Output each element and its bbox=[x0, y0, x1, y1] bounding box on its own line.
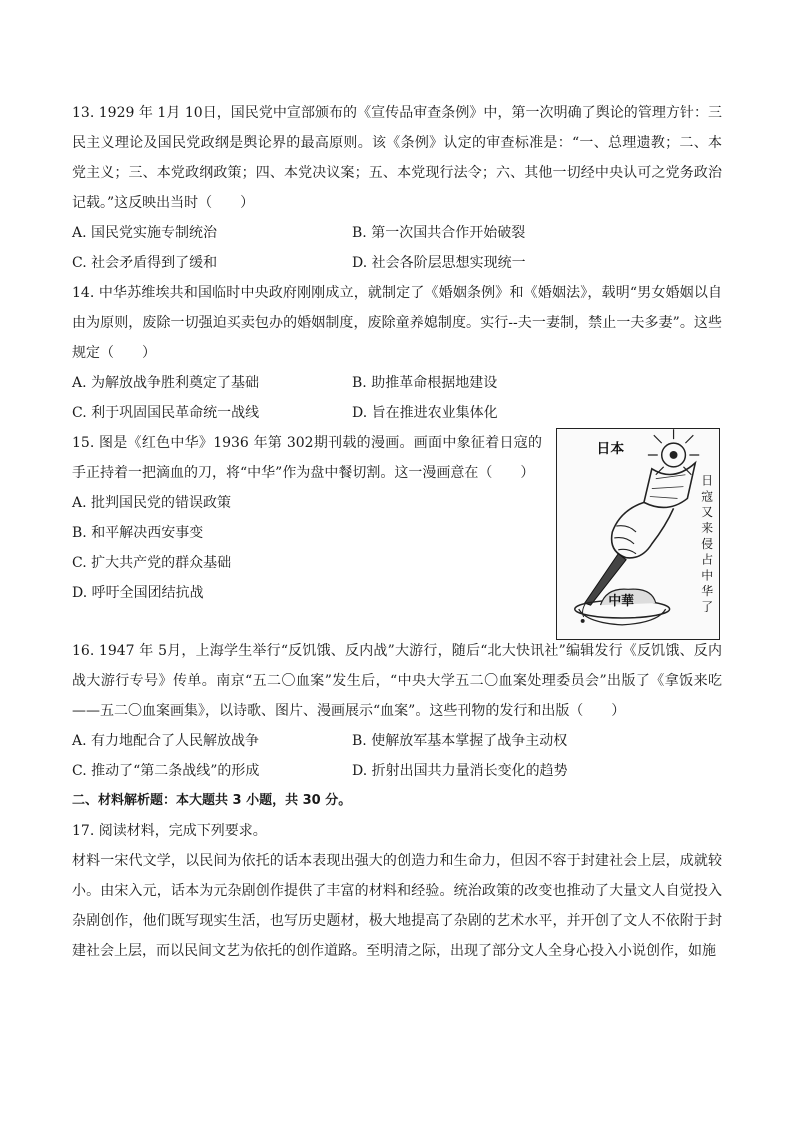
question-16 bbox=[72, 636, 722, 786]
option-d[interactable]: D. 折射出国共力量消长变化的趋势 bbox=[352, 763, 568, 779]
question-stem: 13. 1929 年 1月 10日，国民党中宣部颁布的《宣传品审查条例》中，第一次明确了舆论的管理方针：三民主义理论及国民党政纲是舆论界的最高原则。该《条例》认定的审查标准是：“一、总理遗教；二、本党主义；三、本党政纲政策；四、本党决议案；五、本党现行法令；六、其他一切经中央认可之党务政治记载。”这反映出当时（ ） bbox=[72, 105, 722, 211]
option-b[interactable]: B. 和平解决西安事变 bbox=[72, 525, 204, 541]
option-a[interactable]: A. 有力地配合了人民解放战争 bbox=[72, 733, 260, 749]
question-15 bbox=[72, 428, 722, 615]
option-c[interactable]: C. 社会矛盾得到了缓和 bbox=[72, 255, 218, 271]
option-b[interactable]: B. 助推革命根据地建设 bbox=[352, 375, 498, 391]
side-char: 占 bbox=[701, 552, 714, 567]
section-heading: 二、材料解析题：本大题共 3 小题，共 30 分。 bbox=[72, 793, 352, 808]
options bbox=[72, 218, 722, 278]
option-a[interactable]: A. 批判国民党的错误政策 bbox=[72, 495, 232, 511]
question-14 bbox=[72, 278, 722, 428]
option-c[interactable]: C. 利于巩固国民革命统一战线 bbox=[72, 405, 260, 421]
side-char: 来 bbox=[701, 521, 714, 536]
question-13 bbox=[72, 98, 722, 278]
side-char: 日 bbox=[701, 473, 714, 488]
question-stem: 15. 图是《红色中华》1936 年第 302期刊载的漫画。画面中象征着日寇的手正持着一把滴血的刀，将“中华”作为盘中餐切割。这一漫画意在（ ） bbox=[72, 435, 542, 481]
side-char: 又 bbox=[701, 505, 714, 520]
options bbox=[72, 368, 722, 428]
options bbox=[72, 726, 722, 786]
cartoon-image bbox=[556, 428, 720, 640]
side-char: 中 bbox=[701, 568, 714, 583]
cartoon-illustration bbox=[557, 429, 719, 639]
option-b[interactable]: B. 第一次国共合作开始破裂 bbox=[352, 225, 526, 241]
question-stem: 14. 中华苏维埃共和国临时中央政府刚刚成立，就制定了《婚姻条例》和《婚姻法》，载明“男女婚姻以自由为原则，废除一切强迫买卖包办的婚姻制度，废除童养媳制度。实行--夫一妻制，禁止一夫多妻”。这些规定（ ） bbox=[72, 285, 722, 361]
option-d[interactable]: D. 社会各阶层思想实现统一 bbox=[352, 255, 526, 271]
side-char: 华 bbox=[701, 584, 714, 599]
option-a[interactable]: A. 为解放战争胜利奠定了基础 bbox=[72, 375, 260, 391]
material-text: 材料一宋代文学，以民间为依托的话本表现出强大的创造力和生命力，但因不容于封建社会上层，成就较小。由宋入元，话本为元杂剧创作提供了丰富的材料和经验。统治政策的改变也推动了大量文人自觉投入杂剧创作，他们既写现实生活，也写历史题材，极大地提高了杂剧的艺术水平，并开创了文人不依附于封建社会上层，而以民间文艺为依托的创作道路。至明清之际，出现了部分文人全身心投入小说创作，如施 bbox=[72, 853, 722, 959]
options bbox=[72, 488, 542, 608]
rising-sun-icon bbox=[648, 429, 699, 474]
question-stem: 17. 阅读材料，完成下列要求。 bbox=[72, 823, 267, 839]
exam-page bbox=[72, 98, 722, 966]
option-a[interactable]: A. 国民党实施专制统治 bbox=[72, 225, 218, 241]
option-d[interactable]: D. 旨在推进农业集体化 bbox=[352, 405, 498, 421]
question-17 bbox=[72, 816, 722, 966]
question-stem: 16. 1947 年 5月，上海学生举行“反饥饿、反内战”大游行，随后“北大快讯社”编辑发行《反饥饿、反内战大游行专号》传单。南京“五二〇血案”发生后，“中央大学五二〇血案处理委员会”出版了《拿饭来吃——五二〇血案画集》，以诗歌、图片、漫画展示“血案”。这些刊物的发行和出版（ ） bbox=[72, 643, 722, 719]
side-char: 寇 bbox=[701, 489, 714, 504]
side-char: 了 bbox=[701, 600, 714, 615]
option-c[interactable]: C. 推动了“第二条战线”的形成 bbox=[72, 763, 260, 779]
question-15-text bbox=[72, 428, 542, 608]
cartoon-label-top: 日本 bbox=[596, 441, 625, 457]
cartoon-side-caption bbox=[701, 474, 713, 614]
option-c[interactable]: C. 扩大共产党的群众基础 bbox=[72, 555, 232, 571]
option-d[interactable]: D. 呼吁全国团结抗战 bbox=[72, 585, 204, 601]
side-char: 侵 bbox=[701, 536, 714, 551]
cartoon-label-plate: 中華 bbox=[608, 594, 635, 610]
option-b[interactable]: B. 使解放军基本掌握了战争主动权 bbox=[352, 733, 568, 749]
